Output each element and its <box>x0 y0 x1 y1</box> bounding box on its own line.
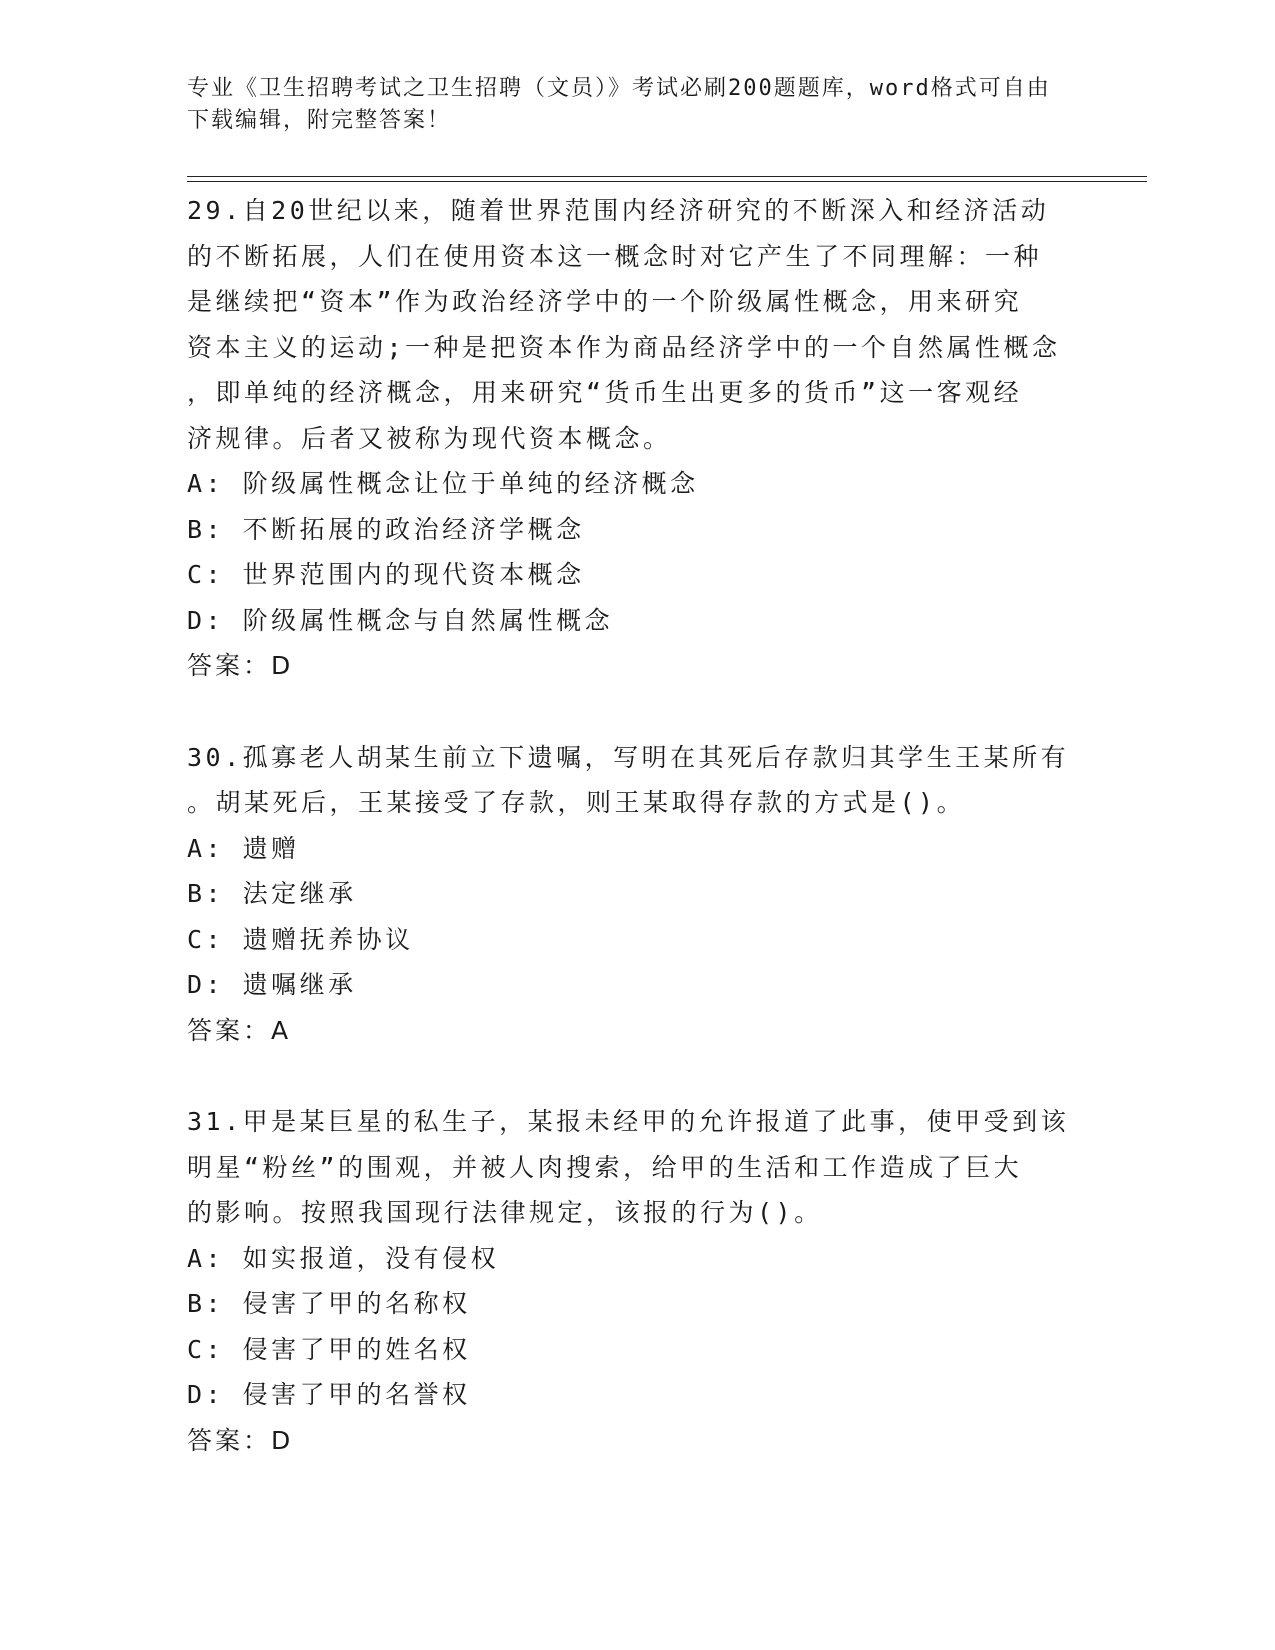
option-d: D: 阶级属性概念与自然属性概念 <box>187 605 614 635</box>
option-a: A: 遗赠 <box>187 833 300 863</box>
answer-line: 答案：D <box>187 651 294 680</box>
option-c: C: 世界范围内的现代资本概念 <box>187 560 585 589</box>
question-list <box>187 188 1072 1463</box>
header-divider-top <box>187 176 1147 177</box>
option-b: B: 法定继承 <box>187 879 357 908</box>
question-spacer <box>187 689 1072 735</box>
option-b: B: 不断拓展的政治经济学概念 <box>187 514 585 544</box>
question-stem: 30.孤寡老人胡某生前立下遗嘱，写明在其死后存款归其学生王某所有 。胡某死后，王某接受了存款，则王某取得存款的方式是()。 <box>187 742 1070 817</box>
option-b: B: 侵害了甲的名称权 <box>187 1289 471 1318</box>
option-c: C: 侵害了甲的姓名权 <box>187 1334 471 1364</box>
question-31 <box>187 1099 1072 1463</box>
answer-line: 答案：A <box>187 1015 292 1045</box>
question-29 <box>187 188 1072 689</box>
option-a: A: 如实报道，没有侵权 <box>187 1243 500 1273</box>
option-d: D: 侵害了甲的名誉权 <box>187 1380 471 1409</box>
question-stem: 31.甲是某巨星的私生子，某报未经甲的允许报道了此事，使甲受到该 明星“粉丝”的围观，并被人肉搜索，给甲的生活和工作造成了巨大 的影响。按照我国现行法律规定，该报的行为()。 <box>187 1107 1070 1227</box>
question-stem: 29.自20世纪以来，随着世界范围内经济研究的不断深入和经济活动 的不断拓展，人们在使用资本这一概念时对它产生了不同理解：一种 是继续把“资本”作为政治经济学中的一个阶级属性概念，用来研究 资本主义的运动;一种是把资本作为商品经济学中的一个自然属性概念 ，即单纯的经济概念，用来研究“货币生出更多的货币”这一客观经 济规律。后者又被称为现代资本概念。 <box>187 196 1061 453</box>
question-spacer <box>187 1053 1072 1099</box>
option-c: C: 遗赠抚养协议 <box>187 924 414 954</box>
option-d: D: 遗嘱继承 <box>187 970 357 999</box>
question-30 <box>187 735 1072 1054</box>
option-a: A: 阶级属性概念让位于单纯的经济概念 <box>187 469 699 498</box>
header-divider-bottom <box>187 181 1147 182</box>
document-header: 专业《卫生招聘考试之卫生招聘（文员）》考试必刷200题题库，word格式可自由下载编辑，附完整答案！ <box>187 76 1051 133</box>
answer-line: 答案：D <box>187 1425 294 1455</box>
